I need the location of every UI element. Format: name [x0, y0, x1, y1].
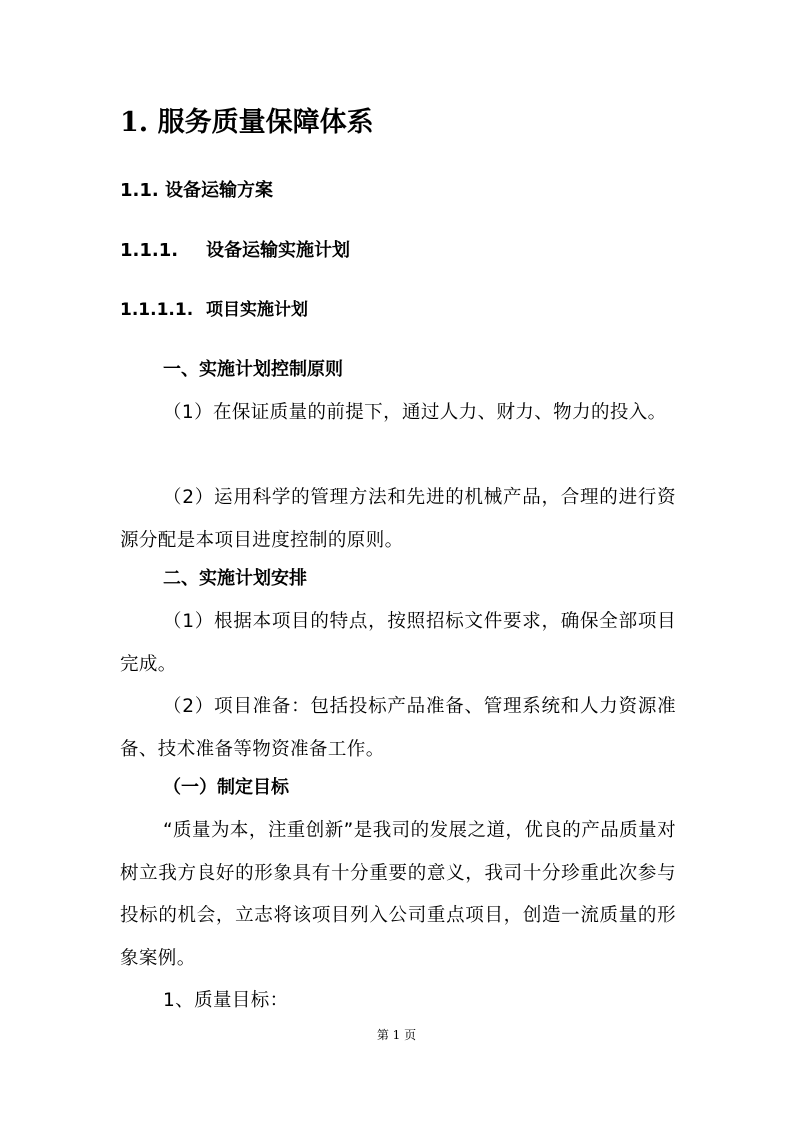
- heading-level-3-title: 设备运输实施计划: [206, 240, 350, 261]
- page-number-footer: 第 1 页: [376, 1028, 417, 1042]
- heading-level-1: 1. 服务质量保障体系: [120, 107, 374, 138]
- section-title-plan-arrangement: 二、实施计划安排: [163, 568, 307, 589]
- heading-level-4-number: 1.1.1.1.: [120, 300, 194, 320]
- heading-level-4: [120, 295, 308, 325]
- subsection-title-set-goals: （一）制定目标: [163, 777, 289, 798]
- paragraph: （2）运用科学的管理方法和先进的机械产品，合理的进行资源分配是本项目进度控制的原则。: [120, 487, 676, 551]
- heading-level-4-title: 项目实施计划: [206, 300, 308, 320]
- heading-level-2: 1.1. 设备运输方案: [120, 180, 273, 201]
- heading-level-3-number: 1.1.1.: [120, 240, 179, 261]
- paragraph: （1）在保证质量的前提下，通过人力、财力、物力的投入。: [163, 402, 667, 423]
- paragraph: （1）根据本项目的特点，按照招标文件要求，确保全部项目完成。: [120, 611, 676, 675]
- paragraph: “质量为本，注重创新”是我司的发展之道，优良的产品质量对树立我方良好的形象具有十分重要的意义，我司十分珍重此次参与投标的机会，立志将该项目列入公司重点项目，创造一流质量的形象案例。: [120, 820, 676, 969]
- heading-level-3: [120, 236, 350, 266]
- list-item: 1、质量目标：: [163, 990, 289, 1011]
- section-title-control-principles: 一、实施计划控制原则: [163, 359, 343, 380]
- paragraph: （2）项目准备：包括投标产品准备、管理系统和人力资源准备、技术准备等物资准备工作。: [120, 696, 676, 760]
